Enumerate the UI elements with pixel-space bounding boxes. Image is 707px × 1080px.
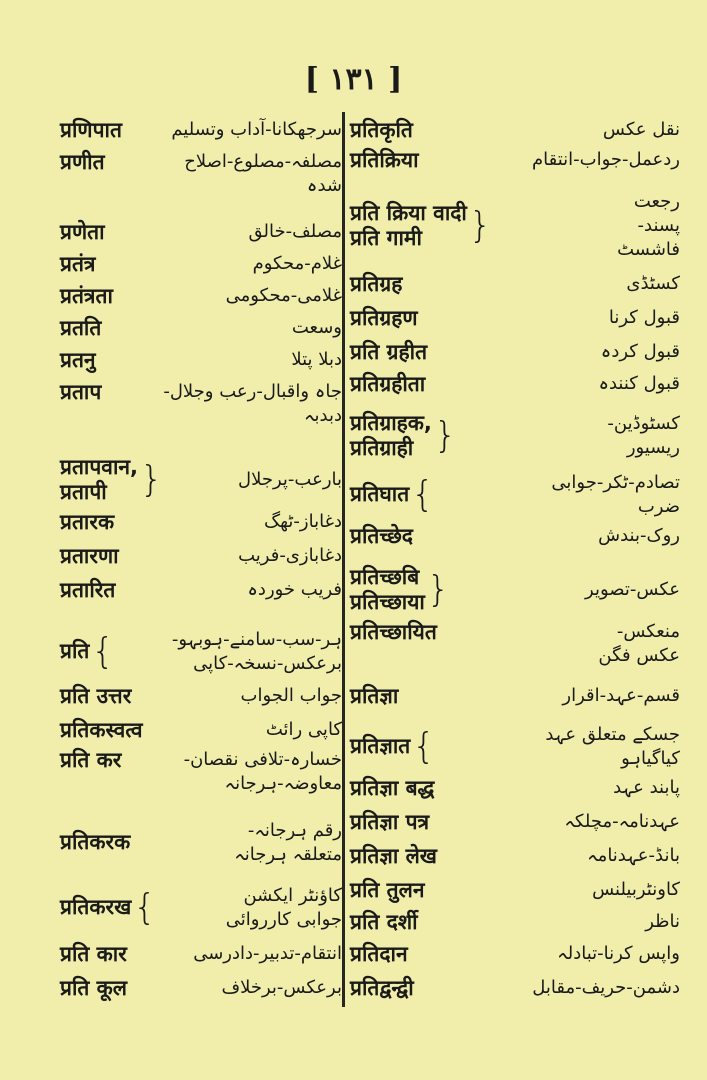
urdu-meaning: قسم-عہد-اقرار [562,685,680,706]
dictionary-entry [350,810,680,844]
dictionary-entry [60,118,342,150]
dictionary-entry [60,544,342,578]
hindi-headword: प्रतिज्ञा पत्र [350,810,430,834]
hindi-headword: प्रतिकरख [60,895,132,920]
dictionary-entry [350,180,680,272]
urdu-meaning: خسارہ-تلافی نقصان-معاوضہ-ہرجانہ [183,749,342,795]
hindi-headword: प्रताप [60,380,102,404]
dictionary-entry [350,306,680,340]
urdu-meaning: جاہ واقبال-رعب وجلال-دبدبہ [163,381,342,427]
dictionary-entry [350,272,680,306]
hindi-headword: प्रतिग्रहीता [350,372,426,396]
urdu-meaning: برعکس-برخلاف [221,977,342,998]
dictionary-entry [60,684,342,718]
dictionary-entry [350,340,680,372]
urdu-meaning: کاپی رائٹ [265,719,342,740]
urdu-meaning: فریب خوردہ [247,579,342,600]
hindi-headword: प्रतिग्राही [350,436,414,460]
hindi-headword: प्रति क्रिया वादी [350,200,467,225]
hindi-headword: प्रतिच्छायित [350,620,437,644]
hindi-headword: प्रतिग्राहक, [350,410,432,435]
hindi-headword: प्रति गामी [350,226,422,250]
urdu-meaning: کسٹوڈین- [607,412,680,434]
hindi-headword: प्रतति [60,316,102,340]
hindi-headword: प्रतिज्ञा लेख [350,844,437,868]
dictionary-entry [350,560,680,620]
hindi-headword: प्रतिघात [350,482,410,507]
brace-symbol: } [426,569,450,610]
hindi-headword: प्रतिकृति [350,118,413,142]
dictionary-entry [60,748,342,812]
dictionary-entry [60,380,342,450]
hindi-headword: प्रणेता [60,220,105,244]
dictionary-entry [60,252,342,284]
hindi-headword: प्रतिज्ञा [350,684,399,708]
dictionary-entry [60,316,342,348]
hindi-headword: प्रतिग्रह [350,272,403,296]
brace-symbol: { [91,631,115,672]
dictionary-entry [60,942,342,976]
dictionary-entry [350,524,680,560]
hindi-headword: प्रति कूल [60,976,128,1000]
urdu-meaning: سرجھکانا-آداب وتسلیم [171,119,342,140]
hindi-headword: प्रतंत्र [60,252,96,276]
urdu-meaning: بارعب-پرجلال [238,468,342,490]
urdu-meaning: جوابی کارروائی [225,909,342,930]
hindi-headword: प्रतिज्ञा बद्ध [350,776,435,800]
dictionary-entry [350,372,680,406]
dictionary-entry [350,406,680,466]
hindi-headword: प्रतिकरक [60,830,131,855]
hindi-headword: प्रतिक्रिया [350,148,419,172]
dictionary-entry [60,578,342,620]
hindi-headword: प्रतिकस्वत्व [60,718,143,742]
urdu-meaning: ردعمل-جواب-انتقام [531,149,680,170]
urdu-meaning: دشمن-حریف-مقابل [532,977,680,998]
urdu-meaning: منعکس-عکس فگن [598,621,680,667]
urdu-meaning: قبول کنندہ [598,373,680,394]
urdu-meaning: ریسیور [626,437,680,458]
dictionary-entry [60,220,342,252]
dictionary-entry [60,450,342,510]
hindi-headword: प्रति [60,639,90,664]
brace-symbol: { [411,474,435,515]
hindi-headword: प्रतिज्ञात [350,734,411,759]
urdu-meaning: کیاگیاہو [621,748,680,769]
urdu-meaning: پسند- [637,214,680,236]
dictionary-entry [60,348,342,380]
urdu-meaning: کاونٹربیلنس [592,879,680,900]
hindi-headword: प्रतिच्छेद [350,524,413,548]
hindi-headword: प्रतिच्छबि [350,564,420,589]
hindi-headword: प्रतिदान [350,942,408,966]
urdu-meaning: عکس-تصویر [585,578,680,600]
urdu-meaning: برعکس-نسخہ-کاپی [193,653,342,674]
brace-symbol: } [433,415,457,456]
dictionary-entry [60,718,342,748]
urdu-meaning: دبلا پتلا [291,349,342,370]
urdu-meaning: رجعت [633,190,680,212]
urdu-meaning: تصادم-ٹکر-جوابی [551,471,680,493]
urdu-meaning: وسعت [291,317,342,338]
hindi-headword: प्रतापवान, [60,454,139,479]
hindi-headword: प्रतारणा [60,544,119,568]
dictionary-entry [350,942,680,976]
hindi-headword: प्रतंत्रता [60,284,113,308]
urdu-meaning: ناظر [645,911,680,932]
urdu-meaning: مصلف-خالق [248,221,342,242]
dictionary-entry [60,150,342,220]
dictionary-entry [60,812,342,874]
hindi-headword: प्रणीत [60,150,105,174]
dictionary-entry [60,510,342,544]
dictionary-entry [350,466,680,524]
urdu-meaning: غلام-محکوم [252,253,342,274]
dictionary-entry [350,910,680,942]
urdu-meaning: فاشسٹ [617,239,680,261]
dictionary-entry [60,874,342,942]
right-column [350,118,680,1010]
dictionary-entry [350,620,680,684]
urdu-meaning: قبول کرنا [608,307,680,328]
page-number: [ ١٣١ ] [304,62,403,97]
hindi-headword: प्रतिग्रहण [350,306,418,330]
dictionary-entry [350,118,680,148]
dictionary-entry [350,718,680,776]
brace-symbol: } [140,459,163,500]
urdu-meaning: بانڈ-عہدنامہ [587,845,680,866]
dictionary-entry [350,148,680,180]
dictionary-entry [350,684,680,718]
dictionary-entry [350,776,680,810]
hindi-headword: प्रतिद्वन्द्वी [350,976,414,1000]
brace-symbol: } [468,205,492,246]
urdu-meaning: غلامی-محکومی [225,285,342,306]
hindi-headword: प्रतनु [60,348,96,372]
urdu-meaning: ضرب [637,496,680,517]
urdu-meaning: قبول کردہ [600,341,680,362]
urdu-meaning: کاؤنٹر ایکشن [243,884,342,906]
hindi-headword: प्रति दर्शी [350,910,418,934]
urdu-meaning: مصلفہ-مصلوع-اصلاح شدہ [184,151,342,197]
dictionary-entry [350,844,680,878]
urdu-meaning: جسکے متعلق عہد [545,723,680,745]
urdu-meaning: نقل عکس [602,119,680,140]
urdu-meaning: ہر-سب-سامنے-ہوبہو- [171,628,342,650]
hindi-headword: प्रति उत्तर [60,684,132,708]
urdu-meaning: روک-بندش [598,525,680,546]
urdu-meaning: جواب الجواب [240,685,342,706]
hindi-headword: प्रतारक [60,510,115,534]
urdu-meaning: دغابازی-فریب [238,545,342,566]
left-column [60,118,342,1010]
brace-symbol: { [412,726,436,767]
dictionary-entry [60,620,342,684]
urdu-meaning: پابند عہد [613,777,680,798]
hindi-headword: प्रति कार [60,942,127,966]
urdu-meaning: کسٹڈی [626,273,680,294]
hindi-headword: प्रति ग्रहीत [350,340,428,364]
urdu-meaning: رقم ہرجانہ-متعلقہ ہرجانہ [234,819,342,865]
dictionary-entry [350,976,680,1010]
urdu-meaning: دغاباز-ٹھگ [263,511,342,532]
urdu-meaning: انتقام-تدبیر-دادرسی [193,943,342,964]
hindi-headword: प्रणिपात [60,118,122,142]
hindi-headword: प्रतारित [60,578,116,602]
hindi-headword: प्रतिच्छाया [350,590,425,614]
urdu-meaning: عہدنامہ-مچلکہ [564,811,680,832]
dictionary-entry [60,284,342,316]
dictionary-entry [350,878,680,910]
hindi-headword: प्रति कर [60,748,122,772]
dictionary-entry [60,976,342,1010]
column-divider [342,112,345,1007]
hindi-headword: प्रतापी [60,480,107,504]
brace-symbol: { [133,887,157,928]
hindi-headword: प्रति तुलन [350,878,425,902]
urdu-meaning: واپس کرنا-تبادلہ [557,943,680,964]
